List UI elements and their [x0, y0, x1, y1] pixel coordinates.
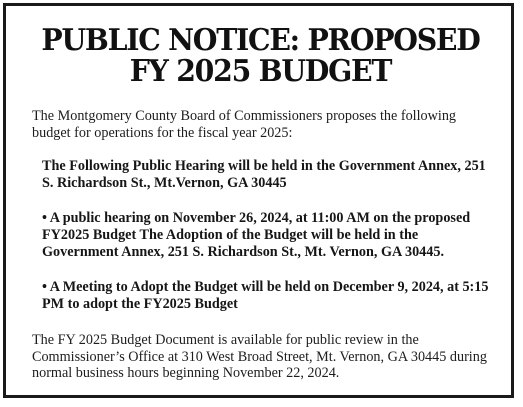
intro-paragraph: The Montgomery County Board of Commissioners proposes the following budget for operations for the fiscal year 2025: — [32, 108, 457, 141]
notice-title-line-1: PUBLIC NOTICE: PROPOSED — [41, 22, 480, 57]
closing-paragraph: The FY 2025 Budget Document is available for public review in the Commissioner’s Office at 310 West Broad Street, Mt. Vernon, GA 30445 during normal business hours beginning November 22, 2024. — [32, 332, 487, 381]
notice-title — [41, 24, 480, 86]
notice-title-line-2: FY 2025 BUDGET — [129, 53, 392, 88]
adoption-meeting-bullet: • A Meeting to Adopt the Budget will be held on December 9, 2024, at 5:15 PM to adopt the FY2025 Budget — [42, 279, 489, 312]
public-notice-box — [3, 3, 514, 398]
public-hearing-bullet: • A public hearing on November 26, 2024, at 11:00 AM on the proposed FY2025 Budget The Adoption of the Budget will be held in the Government Annex, 251 S. Richardson St., Mt. Vernon, GA 30445. — [42, 210, 471, 260]
hearing-location-paragraph: The Following Public Hearing will be held in the Government Annex, 251 S. Richardson St., Mt.Vernon, GA 30445 — [42, 158, 486, 191]
